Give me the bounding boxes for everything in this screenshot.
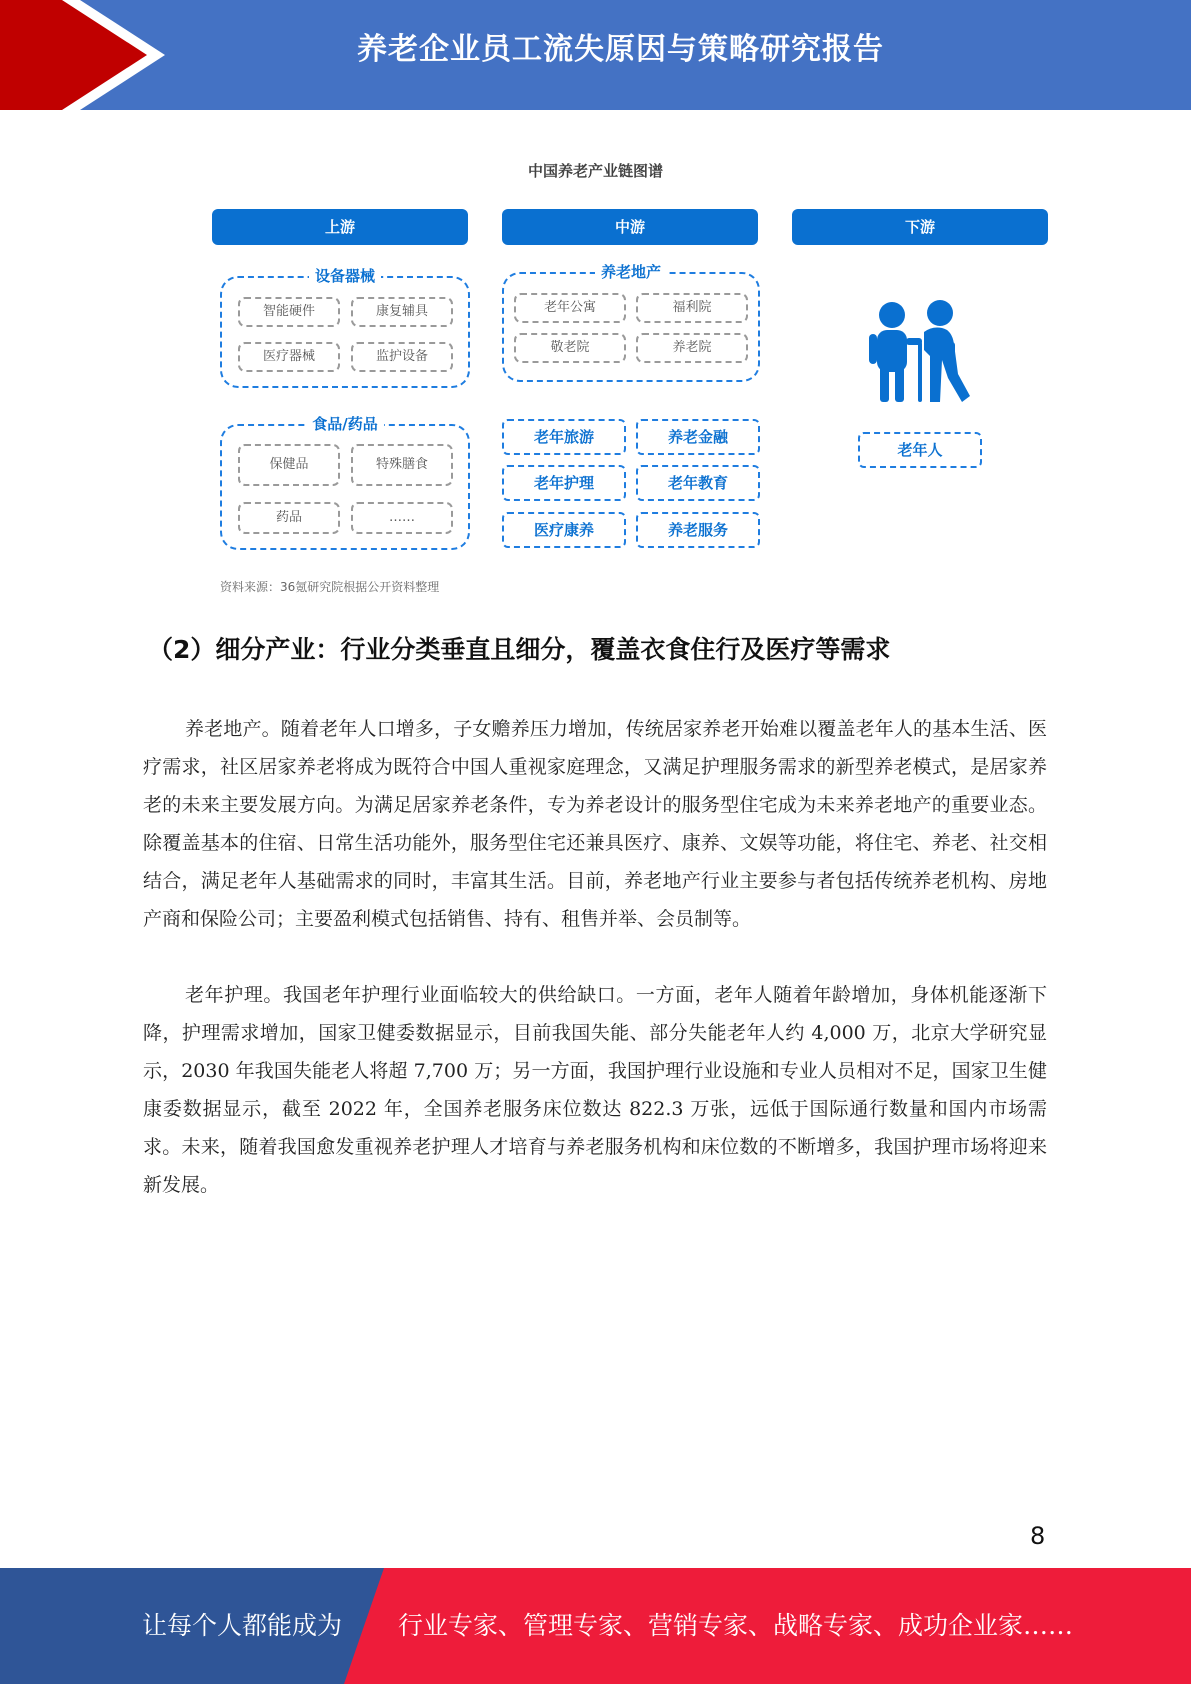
column-downstream: 下游 <box>792 209 1048 245</box>
paragraph: 老年护理。我国老年护理行业面临较大的供给缺口。一方面，老年人随着年龄增加，身体机能逐渐下降，护理需求增加，国家卫健委数据显示，目前我国失能、部分失能老年人约 4,000 万，北京大学研究显示，2030 年我国失能老人将超 7,700 万；另一方面，我国护理行业设施和专业人员相对不足，国家卫生健康委数据显示，截至 2022 年，全国养老服务床位数达 822.3 万张，远低于国际通行数量和国内市场需求。未来，随着我国愈发重视养老护理人才培育与养老服务机构和床位数的不断增多，我国护理市场将迎来新发展。 <box>143 984 1047 1196</box>
downstream-item: 老年人 <box>858 432 982 468</box>
elderly-couple-icon <box>860 296 980 408</box>
chip-item: 老年公寓 <box>514 293 626 323</box>
column-upstream: 上游 <box>212 209 468 245</box>
page-number: 8 <box>1030 1522 1046 1550</box>
chip-item: 医疗器械 <box>238 342 340 372</box>
chip-item: 养老院 <box>636 333 748 363</box>
group-real-estate <box>502 263 760 382</box>
paragraph: 养老地产。随着老年人口增多，子女赡养压力增加，传统居家养老开始难以覆盖老年人的基本生活、医疗需求，社区居家养老将成为既符合中国人重视家庭理念，又满足护理服务需求的新型养老模式，是居家养老的未来主要发展方向。为满足居家养老条件，专为养老设计的服务型住宅成为未来养老地产的重要业态。除覆盖基本的住宿、日常生活功能外，服务型住宅还兼具医疗、康养、文娱等功能，将住宅、养老、社交相结合，满足老年人基础需求的同时，丰富其生活。目前，养老地产行业主要参与者包括传统养老机构、房地产商和保险公司；主要盈利模式包括销售、持有、租售并举、会员制等。 <box>143 718 1047 930</box>
midstream-item: 老年教育 <box>636 465 760 501</box>
chip-item: 敬老院 <box>514 333 626 363</box>
midstream-item: 养老金融 <box>636 419 760 455</box>
midstream-item: 老年护理 <box>502 465 626 501</box>
industry-chain-diagram <box>0 0 1191 600</box>
chip-item: 福利院 <box>636 293 748 323</box>
column-midstream: 中游 <box>502 209 758 245</box>
chip-item: 药品 <box>238 502 340 534</box>
group-title: 设备器械 <box>309 267 381 285</box>
midstream-item: 老年旅游 <box>502 419 626 455</box>
diagram-source: 资料来源：36氪研究院根据公开资料整理 <box>220 580 440 594</box>
midstream-item: 医疗康养 <box>502 512 626 548</box>
footer-slogan-right: 行业专家、管理专家、营销专家、战略专家、成功企业家…… <box>398 1611 1074 1640</box>
chip-item: 保健品 <box>238 444 340 486</box>
midstream-item: 养老服务 <box>636 512 760 548</box>
chip-item: 监护设备 <box>351 342 453 372</box>
header-title: 养老企业员工流失原因与策略研究报告 <box>357 32 884 67</box>
page-footer <box>0 1568 1191 1684</box>
chip-item: …… <box>351 502 453 534</box>
group-title: 养老地产 <box>595 263 667 281</box>
diagram-title: 中国养老产业链图谱 <box>527 162 663 180</box>
chip-item: 特殊膳食 <box>351 444 453 486</box>
group-title: 食品/药品 <box>306 415 383 433</box>
footer-slogan-left: 让每个人都能成为 <box>142 1611 343 1640</box>
section-heading: （2）细分产业：行业分类垂直且细分，覆盖衣食住行及医疗等需求 <box>148 635 891 664</box>
chip-item: 康复辅具 <box>351 297 453 327</box>
chip-item: 智能硬件 <box>238 297 340 327</box>
